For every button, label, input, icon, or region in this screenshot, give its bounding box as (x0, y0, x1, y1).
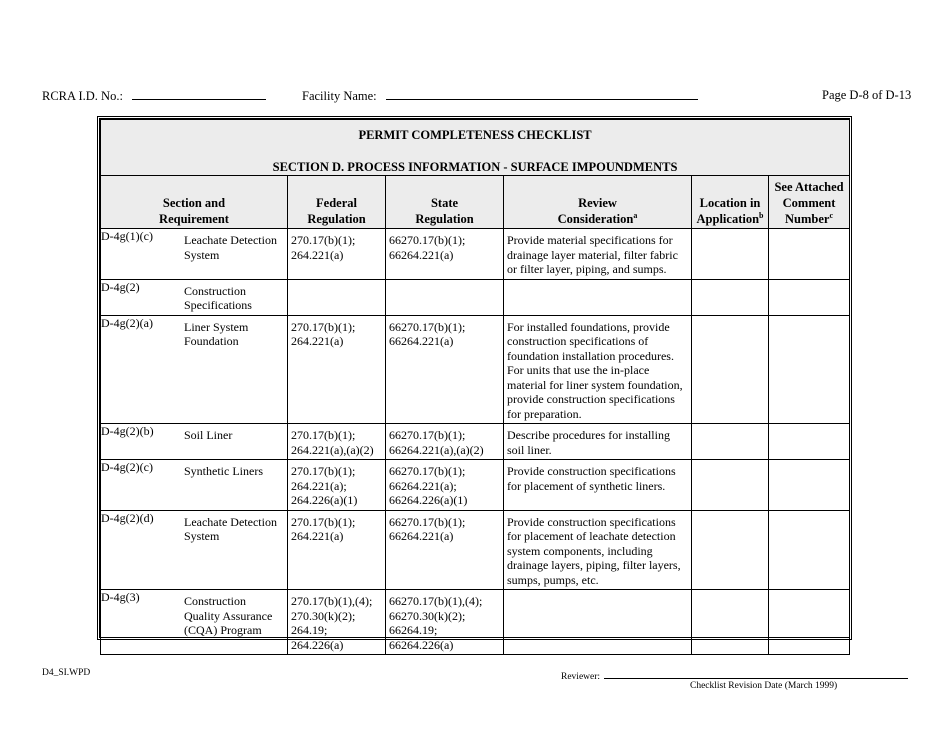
table-row (101, 279, 850, 315)
location-input-cell[interactable] (692, 279, 769, 315)
rcra-id-label: RCRA I.D. No.: (42, 89, 123, 103)
location-input-cell[interactable] (692, 460, 769, 511)
federal-cell: 270.17(b)(1); 264.221(a) (288, 510, 386, 590)
col-comment-footnote: c (829, 210, 834, 220)
section-cell (101, 279, 288, 315)
section-code: D-4g(2) (101, 279, 140, 294)
rcra-id-blank (132, 88, 266, 100)
checklist-table (100, 119, 850, 655)
col-header-review (504, 176, 692, 229)
rcra-id-field (42, 88, 266, 104)
comment-input-cell[interactable] (769, 279, 850, 315)
comment-input-cell[interactable] (769, 424, 850, 460)
facility-name-blank (386, 88, 698, 100)
table-row (101, 460, 850, 511)
review-cell: For installed foundations, provide construction specifications of foundation installation procedures. For units that use the in-place material for liner system foundation, provide construction specifications for preparation. (504, 315, 692, 424)
location-input-cell[interactable] (692, 229, 769, 280)
comment-input-cell[interactable] (769, 510, 850, 590)
section-name: Construction Specifications (184, 283, 252, 312)
reviewer-label: Reviewer: (561, 672, 601, 682)
comment-input-cell[interactable] (769, 315, 850, 424)
location-input-cell[interactable] (692, 510, 769, 590)
state-cell: 66270.17(b)(1); 66264.221(a) (386, 510, 504, 590)
location-input-cell[interactable] (692, 424, 769, 460)
page-number: Page D-8 of D-13 (822, 88, 912, 102)
col-comment-line1: See Attached (774, 180, 844, 194)
state-cell: 66270.17(b)(1); 66264.221(a); 66264.226(a)(1) (386, 460, 504, 511)
col-header-state (386, 176, 504, 229)
section-name: Soil Liner (184, 428, 233, 442)
review-cell: Provide material specifications for drainage layer material, filter fabric or filter layer, piping, and sumps. (504, 229, 692, 280)
col-section-line1: Section and (162, 196, 226, 210)
state-cell (386, 279, 504, 315)
facility-name-label: Facility Name: (302, 89, 377, 103)
state-cell: 66270.17(b)(1); 66264.221(a),(a)(2) (386, 424, 504, 460)
state-cell: 66270.17(b)(1),(4); 66270.30(k)(2); 66264.19; 66264.226(a) (386, 590, 504, 655)
federal-cell: 270.17(b)(1); 264.221(a) (288, 315, 386, 424)
reviewer-blank (604, 668, 908, 679)
col-review-line1: Review (578, 196, 617, 210)
comment-input-cell[interactable] (769, 590, 850, 655)
section-code: D-4g(1)(c) (101, 229, 153, 243)
checklist-frame (97, 116, 852, 652)
section-code: D-4g(2)(c) (101, 460, 153, 474)
section-name: Synthetic Liners (184, 464, 263, 478)
location-input-cell[interactable] (692, 315, 769, 424)
location-input-cell[interactable] (692, 590, 769, 655)
col-state-line2: Regulation (415, 212, 474, 226)
col-location-footnote: b (759, 210, 764, 220)
col-location-line1: Location in (699, 196, 761, 210)
section-cell (101, 460, 288, 511)
section-cell (101, 229, 288, 280)
review-cell (504, 279, 692, 315)
section-name: Construction Quality Assurance (CQA) Program (184, 594, 273, 637)
section-code: D-4g(2)(a) (101, 315, 153, 330)
section-cell (101, 424, 288, 460)
review-cell (504, 590, 692, 655)
state-cell: 66270.17(b)(1); 66264.221(a) (386, 229, 504, 280)
column-header-row (101, 176, 850, 229)
section-cell (101, 510, 288, 590)
facility-name-field (302, 88, 698, 104)
section-cell (101, 315, 288, 424)
review-cell: Provide construction specifications for placement of synthetic liners. (504, 460, 692, 511)
col-state-line1: State (430, 196, 459, 210)
federal-cell: 270.17(b)(1),(4); 270.30(k)(2); 264.19; 264.226(a) (288, 590, 386, 655)
col-header-comment (769, 176, 850, 229)
file-name: D4_SI.WPD (42, 668, 91, 678)
col-location-line2: Application (696, 212, 760, 226)
col-federal-line1: Federal (316, 196, 357, 210)
section-code: D-4g(3) (101, 590, 140, 604)
table-row (101, 315, 850, 424)
table-row (101, 510, 850, 590)
section-name: Leachate Detection System (184, 514, 277, 543)
section-cell (101, 590, 288, 655)
section-code: D-4g(2)(d) (101, 510, 154, 525)
table-row (101, 229, 850, 280)
table-title-block (101, 120, 850, 176)
section-code: D-4g(2)(b) (101, 424, 154, 438)
federal-cell: 270.17(b)(1); 264.221(a); 264.226(a)(1) (288, 460, 386, 511)
revision-date: Checklist Revision Date (March 1999) (690, 681, 838, 691)
reviewer-field (561, 668, 908, 682)
document-header (0, 88, 950, 104)
review-cell: Describe procedures for installing soil liner. (504, 424, 692, 460)
title-row (101, 120, 850, 176)
col-header-section (101, 176, 288, 229)
col-comment-line3: Number (785, 212, 830, 226)
comment-input-cell[interactable] (769, 229, 850, 280)
review-cell: Provide construction specifications for placement of leachate detection system components, including drainage layers, piping, filter layers, sumps, pumps, etc. (504, 510, 692, 590)
table-row (101, 590, 850, 655)
col-comment-line2: Comment (782, 196, 836, 210)
federal-cell: 270.17(b)(1); 264.221(a) (288, 229, 386, 280)
federal-cell (288, 279, 386, 315)
section-name: Liner System Foundation (184, 319, 249, 348)
table-subtitle: SECTION D. PROCESS INFORMATION - SURFACE IMPOUNDMENTS (272, 160, 678, 174)
state-cell: 66270.17(b)(1); 66264.221(a) (386, 315, 504, 424)
table-title: PERMIT COMPLETENESS CHECKLIST (358, 128, 592, 142)
col-review-footnote: a (633, 210, 638, 220)
section-name: Leachate Detection System (184, 233, 277, 262)
col-review-line2: Consideration (557, 212, 634, 226)
col-federal-line2: Regulation (307, 212, 366, 226)
comment-input-cell[interactable] (769, 460, 850, 511)
federal-cell: 270.17(b)(1); 264.221(a),(a)(2) (288, 424, 386, 460)
col-header-federal (288, 176, 386, 229)
col-section-line2: Requirement (159, 212, 229, 226)
table-row (101, 424, 850, 460)
col-header-location (692, 176, 769, 229)
